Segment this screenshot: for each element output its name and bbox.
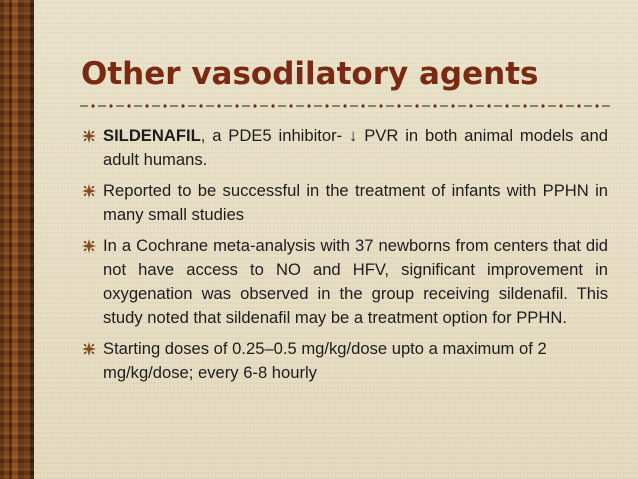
bullet-item xyxy=(82,337,608,385)
diamond-star-bullet-icon xyxy=(82,342,96,356)
slide-title: Other vasodilatory agents xyxy=(81,56,539,92)
bullet-text: Starting doses of 0.25–0.5 mg/kg/dose upto a maximum of 2 mg/kg/dose; every 6-8 hourly xyxy=(103,339,547,382)
diamond-star-bullet-icon xyxy=(82,184,96,198)
dash-dot-divider-icon xyxy=(80,100,610,112)
bullet-bold-prefix: SILDENAFIL xyxy=(103,126,201,145)
diamond-star-bullet-icon xyxy=(82,239,96,253)
bullet-item xyxy=(82,124,608,172)
bullet-text: In a Cochrane meta-analysis with 37 newborns from centers that did not have access to NO and HFV, significant improvement in oxygenation was observed in the group receiving sildenafil. This study noted that sildenafil may be a treatment option for PPHN. xyxy=(103,236,608,327)
diamond-star-bullet-icon xyxy=(82,129,96,143)
bullet-list xyxy=(82,124,608,392)
bullet-text: Reported to be successful in the treatment of infants with PPHN in many small studies xyxy=(103,181,608,224)
bullet-item xyxy=(82,234,608,330)
wood-border xyxy=(0,0,34,479)
bullet-item xyxy=(82,179,608,227)
bullet-text: , a PDE5 inhibitor- ↓ PVR in both animal models and adult humans. xyxy=(103,126,608,169)
